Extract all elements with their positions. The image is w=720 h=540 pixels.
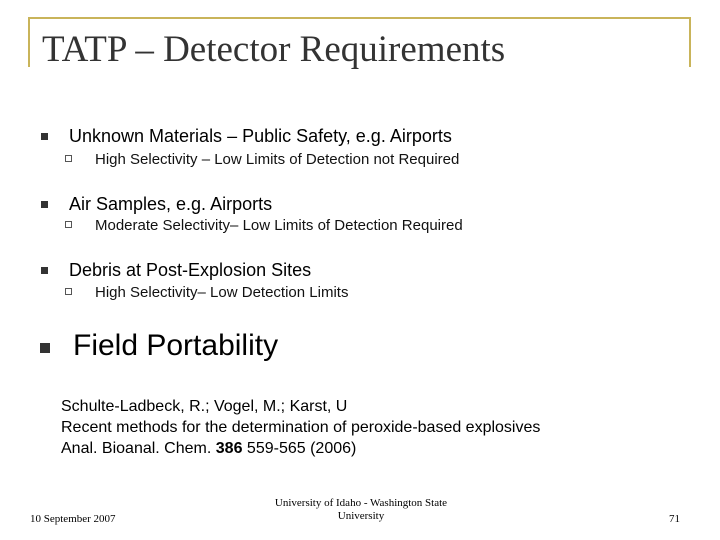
bullet-square-icon	[41, 201, 48, 208]
bullet-label: Field Portability	[73, 329, 279, 362]
reference-block	[61, 396, 540, 459]
bullet-square-icon	[41, 133, 48, 140]
sub-bullet-label: High Selectivity– Low Detection Limits	[95, 284, 349, 301]
reference-article: Recent methods for the determination of peroxide-based explosives	[61, 419, 541, 436]
footer-org-line1: University of Idaho - Washington State	[274, 497, 448, 509]
footer-org-line2: University	[337, 510, 385, 522]
title-frame-right	[689, 17, 691, 67]
sub-bullet-square-icon	[65, 288, 72, 295]
sub-bullet-label: Moderate Selectivity– Low Limits of Detection Required	[95, 217, 463, 234]
reference-pages-year: 559-565 (2006)	[246, 440, 357, 457]
sub-bullet-square-icon	[65, 221, 72, 228]
bullet-square-icon	[40, 343, 50, 353]
reference-citation	[61, 438, 540, 459]
sub-bullet-label: High Selectivity – Low Limits of Detection not Required	[95, 151, 460, 168]
reference-journal: Anal. Bioanal. Chem.	[61, 440, 212, 457]
title-frame-left	[28, 17, 30, 67]
sub-bullet-square-icon	[65, 155, 72, 162]
slide-title: TATP – Detector Requirements	[42, 29, 506, 70]
footer-page-number: 71	[669, 513, 680, 525]
bullet-label: Unknown Materials – Public Safety, e.g. Airports	[69, 126, 452, 146]
reference-volume: 386	[215, 440, 243, 457]
title-frame-top	[28, 17, 691, 19]
bullet-label: Debris at Post-Explosion Sites	[69, 260, 312, 280]
footer-date: 10 September 2007	[30, 513, 116, 525]
bullet-label: Air Samples, e.g. Airports	[69, 194, 273, 214]
bullet-square-icon	[41, 267, 48, 274]
reference-authors: Schulte-Ladbeck, R.; Vogel, M.; Karst, U	[61, 398, 348, 415]
footer-organization	[252, 497, 470, 523]
